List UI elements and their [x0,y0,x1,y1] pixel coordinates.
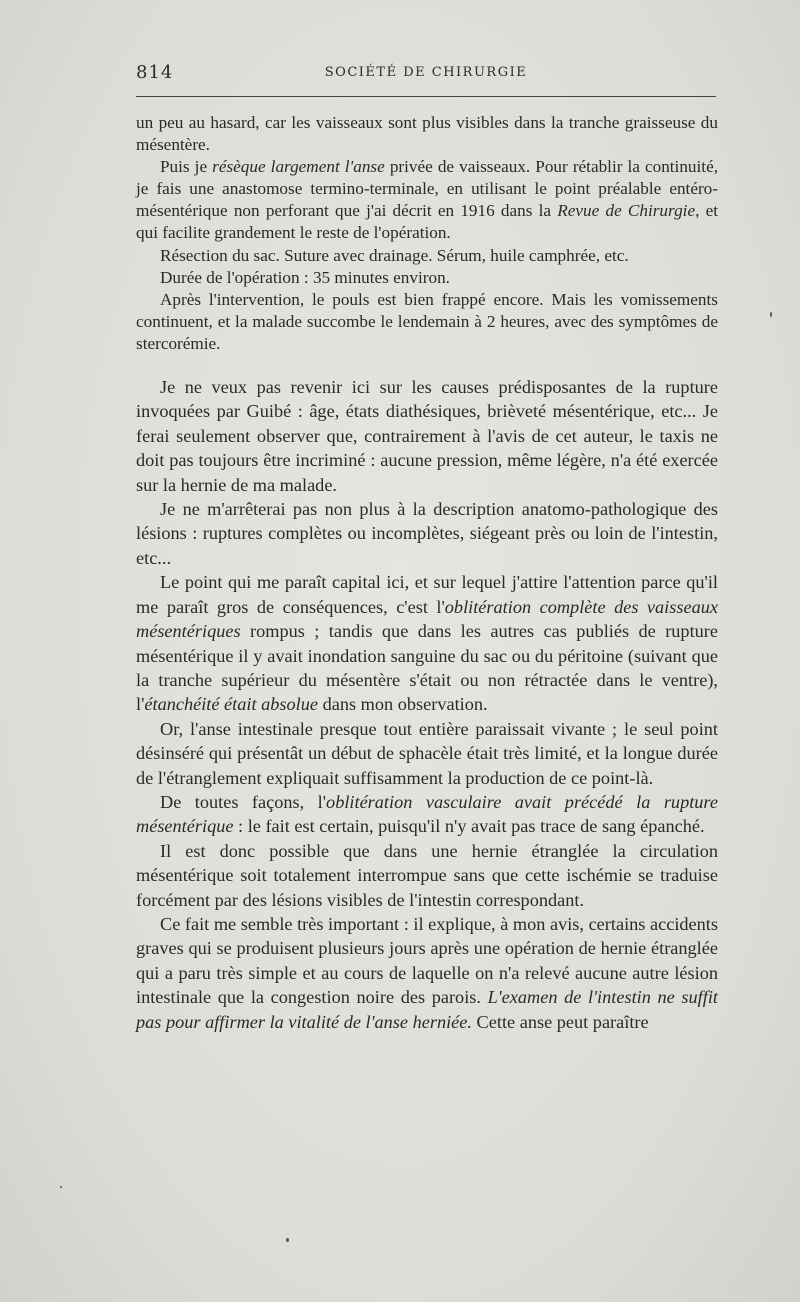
paragraph: Je ne m'arrêterai pas non plus à la description anatomo-pathologique des lésions : ruptures complètes ou incomplètes, siégeant près ou loin de l'intestin, etc... [136,499,718,568]
running-title: SOCIÉTÉ DE CHIRURGIE [324,65,528,80]
page-number: 814 [136,62,174,83]
paragraph: Résection du sac. Suture avec drainage. Sérum, huile camphrée, etc. [160,245,629,265]
body-text [136,112,718,1034]
scan-speck [60,1186,62,1188]
section-observation [136,112,718,355]
paragraph: Après l'intervention, le pouls est bien frappé encore. Mais les vomissements continuent, et la malade succombe le lendemain à 2 heures, avec des symptômes de stercorémie. [136,289,718,353]
paragraph: Puis je résèque largement l'anse privée de vaisseaux. Pour rétablir la continuité, je fais une anastomose termino-terminale, en utilisant le point préalable entéro-mésentérique non perforant que j'ai décrit en 1916 dans la Revue de Chirurgie, et qui facilite grandement le reste de l'opération. [136,157,718,243]
paragraph: Durée de l'opération : 35 minutes environ. [160,267,450,287]
paragraph: un peu au hasard, car les vaisseaux sont plus visibles dans la tranche graisseuse du mésentère. [136,113,718,155]
paragraph: De toutes façons, l'oblitération vasculaire avait précédé la rupture mésentérique : le fait est certain, puisqu'il n'y avait pas trace de sang épanché. [136,791,718,837]
paragraph: Je ne veux pas revenir ici sur les causes prédisposantes de la rupture invoquées par Guibé : âge, états diathésiques, brièveté mésentérique, etc... Je ferai seulement observer que, contrairement à l'avis de cet auteur, le taxis ne doit pas toujours être incriminé : aucune pression, même légère, n'a été exercée sur la hernie de ma malade. [136,377,718,495]
paragraph: Or, l'anse intestinale presque tout entière paraissait vivante ; le seul point désinséré qui présentât un début de sphacèle était très limité, et la longue durée de l'étranglement expliquait suffisamment la production de ce point-là. [136,718,718,788]
scan-speck [286,1238,289,1242]
paragraph: Ce fait me semble très important : il explique, à mon avis, certains accidents graves qui se produisent plusieurs jours après une opération de hernie étranglée qui a paru très simple et au cours de laquelle on n'a relevé aucune autre lésion intestinale que la congestion noire des parois. L'examen de l'intestin ne suffit pas pour affirmer la vitalité de l'anse herniée. Cette anse peut paraître [136,913,718,1032]
scan-speck [770,312,772,317]
paragraph: Il est donc possible que dans une hernie étranglée la circulation mésentérique soit totalement interrompue sans que cette ischémie se traduise forcément par des lésions visibles de l'intestin correspondant. [136,840,718,910]
paragraph: Le point qui me paraît capital ici, et sur lequel j'attire l'attention parce qu'il me paraît gros de conséquences, c'est l'oblitération complète des vaisseaux mésentériques rompus ; tandis que dans les autres cas publiés de rupture mésentérique il y avait inondation sanguine du sac ou du péritoine (suivant que la tranche supérieur du mésentère s'était ou non rétractée dans le ventre), l'étanchéité était absolue dans mon observation. [136,572,718,715]
page-header [136,58,716,88]
section-discussion [136,375,718,1034]
header-rule [136,96,716,97]
